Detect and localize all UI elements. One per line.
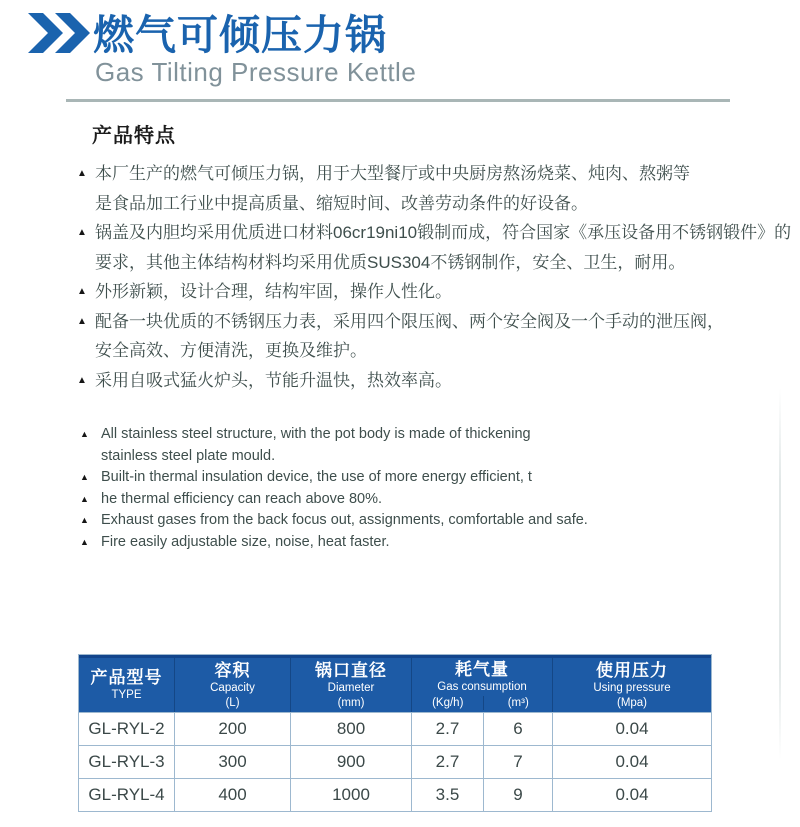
cell-pressure: 0.04: [552, 713, 711, 745]
triangle-bullet-icon: ▲: [80, 493, 89, 504]
feature-line: Built-in thermal insulation device, the use of more energy efficient, t: [101, 469, 532, 485]
triangle-bullet-icon: ▲: [77, 168, 87, 179]
feature-line: 是食品加工行业中提高质量、缩短时间、改善劳动条件的好设备。: [95, 193, 588, 213]
scan-edge-artifact: [779, 388, 781, 760]
column-header-unit: (Mpa): [616, 696, 648, 709]
triangle-bullet-icon: ▲: [77, 315, 87, 327]
feature-line: 外形新颖，设计合理，结构牢固，操作人性化。: [95, 282, 452, 301]
cell-gas-kgh: 3.5: [411, 779, 483, 811]
feature-line: stainless steel plate mould.: [101, 447, 276, 464]
cell-gas-m3: 6: [483, 713, 552, 745]
cell-gas-m3: 9: [483, 779, 552, 811]
triangle-bullet-icon: ▲: [80, 515, 89, 525]
feature-bullet: [80, 510, 700, 532]
column-header-capacity: [174, 658, 290, 712]
spec-table-header: [79, 655, 711, 712]
feature-line: All stainless steel structure, with the pot body is made of thickening: [101, 426, 531, 442]
cell-gas-kgh: 2.7: [411, 713, 483, 745]
column-header-cn: 耗气量: [455, 660, 509, 679]
feature-bullet: [77, 366, 793, 396]
cell-gas-kgh: 2.7: [411, 746, 483, 778]
feature-line: 采用自吸式猛火炉头，节能升温快，热效率高。: [95, 370, 452, 390]
table-row: [79, 712, 711, 745]
cell-model: GL-RYL-4: [88, 785, 165, 804]
table-row: [79, 745, 711, 778]
feature-line: Fire easily adjustable size, noise, heat faster.: [101, 533, 390, 550]
feature-list-cn: [77, 159, 793, 395]
cell-gas-m3: 7: [483, 746, 552, 778]
feature-bullet: [77, 159, 793, 218]
cell-capacity: 300: [174, 746, 290, 778]
feature-bullet: [77, 218, 793, 277]
table-row: [79, 778, 711, 811]
spec-table: [78, 654, 712, 812]
feature-bullet: [80, 424, 700, 467]
triangle-bullet-icon: ▲: [77, 286, 87, 297]
cell-pressure: 0.04: [552, 746, 711, 778]
column-header-en: Capacity: [210, 681, 255, 694]
feature-line: 要求，其他主体结构材料均采用优质SUS304不锈钢制作，安全、卫生，耐用。: [95, 252, 686, 272]
column-header-type: [79, 658, 174, 712]
triangle-bullet-icon: ▲: [77, 227, 87, 238]
feature-bullet: [77, 307, 793, 366]
column-header-en: TYPE: [111, 689, 142, 701]
cell-model: GL-RYL-2: [88, 719, 165, 738]
cell-model: GL-RYL-3: [88, 752, 165, 771]
column-header-gas-consumption: [411, 658, 552, 712]
column-header-cn: 产品型号: [90, 668, 163, 687]
feature-bullet: [80, 532, 700, 554]
triangle-bullet-icon: ▲: [80, 429, 89, 439]
column-header-pressure: [552, 658, 711, 712]
column-header-unit-m3: (m³): [483, 696, 552, 710]
feature-bullet: [77, 277, 793, 307]
cell-pressure: 0.04: [552, 779, 711, 811]
header-divider: [66, 99, 730, 102]
column-header-cn: 锅口直径: [315, 660, 387, 680]
cell-diameter: 1000: [290, 779, 411, 811]
feature-line: 锅盖及内胆均采用优质进口材料06cr19ni10锻制而成，符合国家《承压设备用不锈钢锻件》的: [95, 223, 792, 242]
page-title: 燃气可倾压力锅: [93, 12, 387, 58]
cell-diameter: 900: [290, 746, 411, 778]
feature-line: 本厂生产的燃气可倾压力锅，用于大型餐厅或中央厨房熬汤烧菜、炖肉、熬粥等: [95, 164, 690, 183]
feature-bullet: [80, 489, 700, 511]
feature-line: 配备一块优质的不锈钢压力表，采用四个限压阀、两个安全阀及一个手动的泄压阀，: [95, 311, 724, 331]
double-chevron-right-icon: [28, 13, 90, 53]
feature-line: he thermal efficiency can reach above 80%.: [101, 490, 383, 507]
column-header-en: Diameter: [327, 681, 375, 694]
column-header-cn: 使用压力: [596, 660, 668, 680]
column-header-unit: (mm): [337, 696, 365, 709]
feature-line: Exhaust gases from the back focus out, assignments, comfortable and safe.: [101, 512, 588, 528]
column-header-en: Using pressure: [593, 681, 671, 694]
column-header-en: Gas consumption: [437, 681, 527, 693]
feature-list-en: [80, 424, 700, 553]
column-header-unit: (L): [225, 696, 240, 709]
cell-capacity: 200: [174, 713, 290, 745]
column-header-diameter: [290, 658, 411, 712]
triangle-bullet-icon: ▲: [77, 374, 87, 386]
cell-diameter: 800: [290, 713, 411, 745]
section-heading-features: 产品特点: [92, 125, 176, 147]
column-header-unit-kgh: (Kg/h): [432, 697, 464, 709]
triangle-bullet-icon: ▲: [80, 536, 89, 547]
cell-capacity: 400: [174, 779, 290, 811]
feature-line: 安全高效、方便清洗，更换及维护。: [95, 341, 367, 360]
page-subtitle: Gas Tilting Pressure Kettle: [95, 57, 417, 87]
column-header-cn: 容积: [214, 660, 251, 680]
triangle-bullet-icon: ▲: [80, 472, 89, 482]
feature-bullet: [80, 467, 700, 489]
